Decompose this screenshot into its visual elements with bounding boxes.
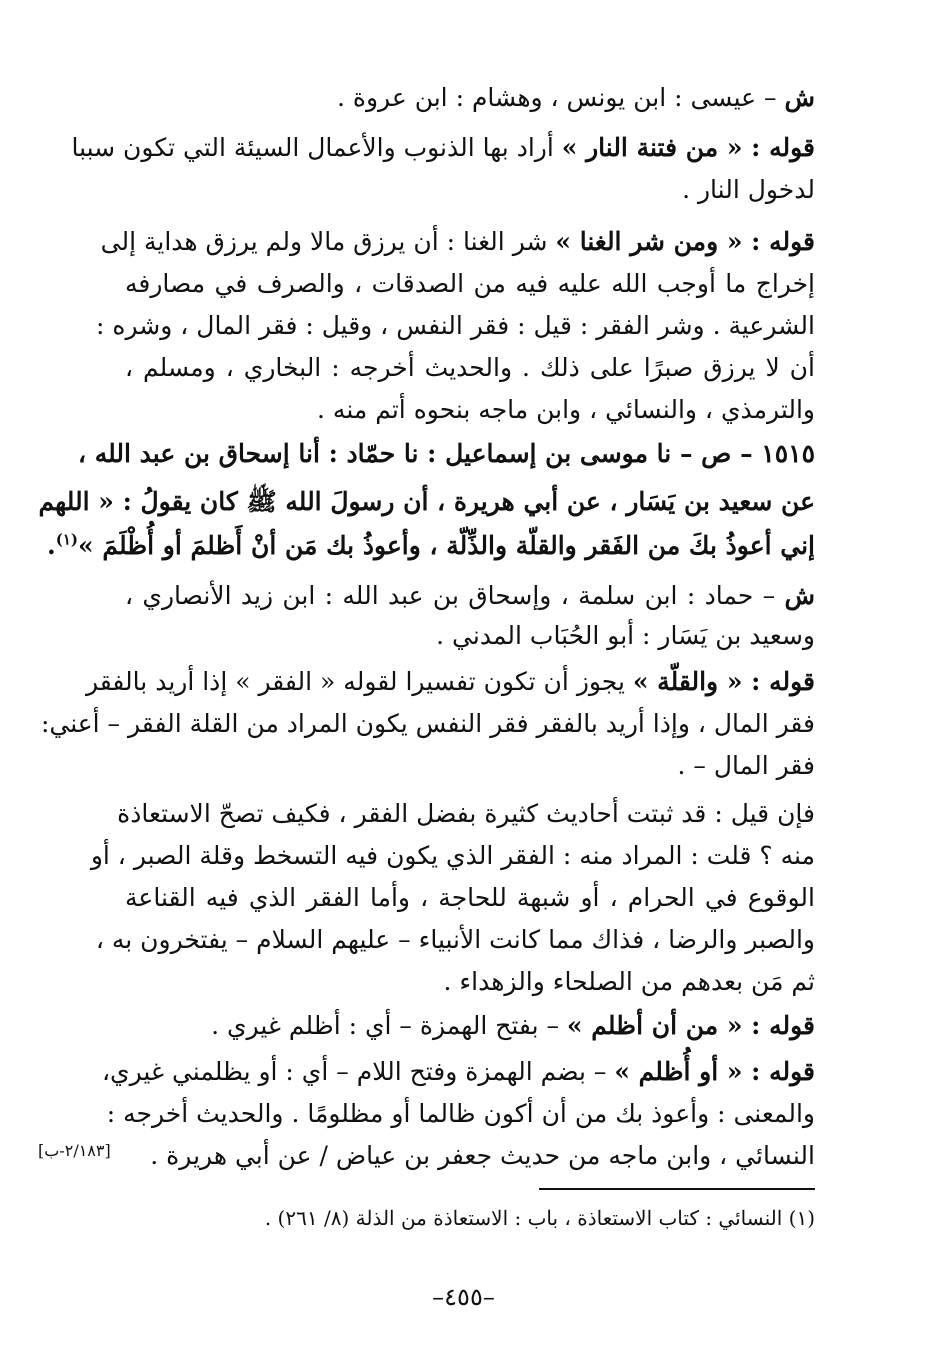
line-18-text: منه ؟ قلت : المراد منه : الفقر الذي يكون فيه التسخط وقلة الصبر ، أو xyxy=(90,841,815,870)
line-20-text: والصبر والرضا ، فذاك مما كانت الأنبياء – عليهم السلام – يفتخرون به ، xyxy=(95,925,815,954)
line-20 xyxy=(95,920,815,960)
line-4-label: قوله : « ومن شر الغنا » xyxy=(555,227,815,256)
line-2 xyxy=(71,128,815,168)
line-12-text: – حماد : ابن سلمة ، وإسحاق بن عبد الله : ابن زيد الأنصاري ، xyxy=(125,581,785,610)
line-17-text: فإن قيل : قد ثبتت أحاديث كثيرة بفضل الفقر ، فكيف تصحّ الاستعاذة xyxy=(117,799,815,828)
line-7 xyxy=(125,348,815,388)
line-23-label: قوله : « أو أُظلم » xyxy=(614,1057,815,1086)
line-6-text: الشرعية . وشر الفقر : قيل : فقر النفس ، وقيل : فقر المال ، وشره : xyxy=(96,311,815,340)
line-5-text: إخراج ما أوجب الله عليه فيه من الصدقات ، والصرف في مصارفه xyxy=(125,269,815,298)
hadith-line-3-text: إني أعوذُ بكَ من الفَقر والقلّة والذِّلّة ، وأعوذُ بك مَن أنْ أَظلمَ أو أُظْلَمَ » xyxy=(77,531,815,560)
line-23 xyxy=(101,1052,815,1092)
line-3 xyxy=(125,170,815,210)
line-4 xyxy=(100,222,815,262)
line-5 xyxy=(125,264,815,304)
hadith-line-1-text: ١٥١٥ – ص – نا موسى بن إسماعيل : نا حمّاد : أنا إسحاق بن عبد الله ، xyxy=(77,439,815,468)
hadith-line-2-text: عن سعيد بن يَسَار ، عن أبي هريرة ، أن رسولَ الله ﷺ كان يقولُ : « اللهم xyxy=(38,487,815,516)
line-2-text: أراد بها الذنوب والأعمال السيئة التي تكون سببا xyxy=(71,133,562,162)
line-15-text: فقر المال ، وإذا أريد بالفقر فقر النفس يكون المراد من القلة الفقر – أعني: xyxy=(40,709,815,738)
line-25-text: النسائي ، وابن ماجه من حديث جعفر بن عياض / عن أبي هريرة . xyxy=(150,1141,815,1170)
line-19-text: الوقوع في الحرام ، أو شبهة للحاجة ، وأما الفقر الذي فيه القناعة xyxy=(125,883,815,912)
line-15 xyxy=(40,704,815,744)
line-8 xyxy=(125,390,815,430)
line-12 xyxy=(125,576,815,616)
line-22-label: قوله : « من أن أظلم » xyxy=(566,1011,815,1040)
line-22 xyxy=(125,1006,815,1046)
line-13-text: وسعيد بن يَسَار : أبو الحُبَاب المدني . xyxy=(436,621,815,650)
footnote-marker: (١) xyxy=(55,530,78,549)
line-19 xyxy=(125,878,815,918)
line-23-text: – بضم الهمزة وفتح اللام – أي : أو يظلمني غيري، xyxy=(101,1057,615,1086)
line-4-text: شر الغنا : أن يرزق مالا ولم يرزق هداية إلى xyxy=(100,227,556,256)
manuscript-folio-reference: [٢/١٨٣-ب] xyxy=(38,1141,111,1160)
line-3-text: لدخول النار . xyxy=(682,175,815,204)
page-number: –٤٥٥– xyxy=(432,1283,495,1311)
footnote-divider xyxy=(539,1188,815,1190)
line-14-text: يجوز أن تكون تفسيرا لقوله « الفقر » إذا أريد بالفقر xyxy=(85,667,633,696)
line-1-text: – عيسى : ابن يونس ، وهشام : ابن عروة . xyxy=(336,83,785,112)
line-18 xyxy=(90,836,815,876)
footnote: (١) النسائي : كتاب الاستعاذة ، باب : الاستعاذة من الذلة (٨/ ٢٦١) . xyxy=(264,1206,815,1230)
line-8-text: والترمذي ، والنسائي ، وابن ماجه بنحوه أتم منه . xyxy=(317,395,815,424)
line-22-text: – بفتح الهمزة – أي : أظلم غيري . xyxy=(211,1011,567,1040)
line-2-label: قوله : « من فتنة النار » xyxy=(561,133,815,162)
line-1-label: ش xyxy=(784,83,815,112)
line-6 xyxy=(96,306,815,346)
hadith-line-2 xyxy=(38,482,815,522)
line-24-text: والمعنى : وأعوذ بك من أن أكون ظالما أو مظلومًا . والحديث أخرجه : xyxy=(106,1099,815,1128)
hadith-line-3 xyxy=(46,526,815,566)
line-16-text: فقر المال – . xyxy=(677,751,815,780)
line-7-text: أن لا يرزق صبرًا على ذلك . والحديث أخرجه : البخاري ، ومسلم ، xyxy=(125,353,815,382)
line-24 xyxy=(106,1094,815,1134)
line-16 xyxy=(125,746,815,786)
line-21-text: ثم مَن بعدهم من الصلحاء والزهداء . xyxy=(443,967,815,996)
line-14-label: قوله : « والقلّة » xyxy=(632,667,815,696)
line-21 xyxy=(125,962,815,1002)
hadith-line-1 xyxy=(77,434,815,474)
line-1 xyxy=(125,78,815,118)
hadith-line-3-end: . xyxy=(46,531,56,560)
line-13 xyxy=(125,616,815,656)
line-14 xyxy=(85,662,815,702)
line-12-label: ش xyxy=(784,581,815,610)
line-17 xyxy=(117,794,815,834)
line-25 xyxy=(125,1136,815,1176)
